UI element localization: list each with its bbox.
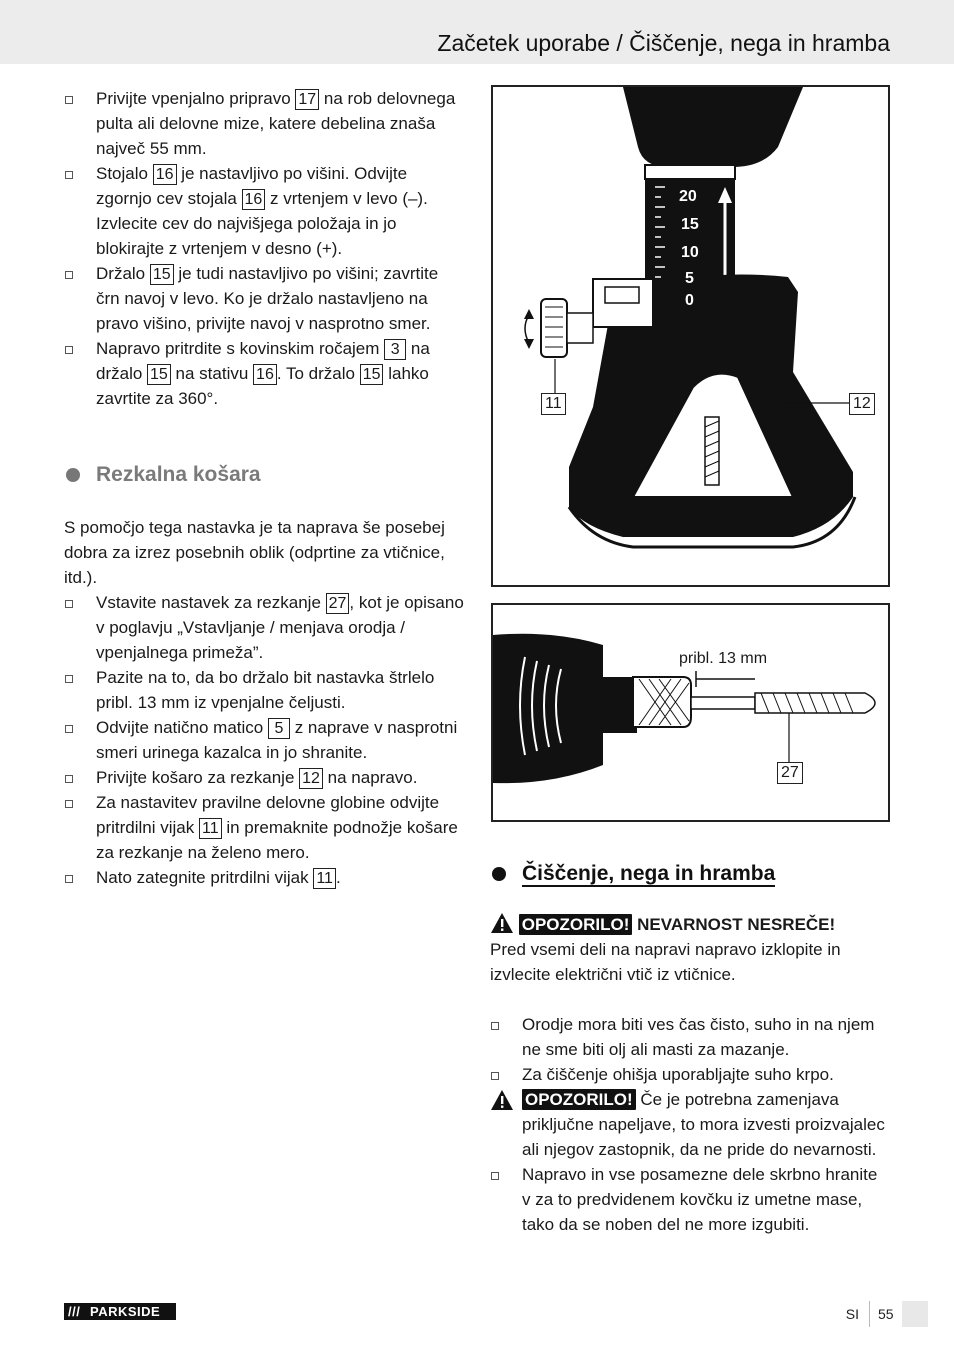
bullet-dot-icon — [492, 867, 506, 881]
part-label-27: 27 — [777, 762, 803, 784]
router-list — [64, 590, 464, 890]
page-number: 55 — [878, 1306, 894, 1322]
depth-scale-0: 0 — [685, 292, 694, 309]
depth-scale-10: 10 — [681, 244, 699, 261]
language-code: SI — [846, 1301, 870, 1327]
care-list — [490, 1012, 890, 1087]
list-item: Privijte košaro za rezkanje 12 na napravo. — [64, 765, 464, 790]
intro-paragraph: S pomočjo tega nastavka je ta naprava še posebej dobra za izrez posebnih oblik (odprtine za vtičnice, itd.). — [64, 518, 445, 587]
dimension-label: pribl. 13 mm — [679, 650, 768, 667]
warning-block — [490, 912, 890, 937]
part-ref: 27 — [326, 593, 350, 614]
part-label-12: 12 — [849, 393, 875, 415]
part-ref: 16 — [242, 189, 266, 210]
part-ref: 17 — [295, 89, 319, 110]
section-heading-router-basket: Rezkalna košara — [64, 461, 464, 489]
list-item: Za čiščenje ohišja uporabljajte suho krpo. — [490, 1062, 890, 1087]
part-label-11: 11 — [541, 393, 566, 415]
list-item: Stojalo 16 je nastavljivo po višini. Odvijte zgornjo cev stojala 16 z vrtenjem v levo (–). Izvlecite cev do najvišjega položaja in jo blokirajte z vrtenjem v desno (+). — [64, 161, 464, 261]
parkside-logo — [64, 1303, 176, 1320]
list-item: Privijte vpenjalno pripravo 17 na rob delovnega pulta ali delovne mize, katere debelina znaša največ 55 mm. — [64, 86, 464, 161]
left-column — [64, 86, 464, 890]
list-item: Napravo pritrdite s kovinskim ročajem 3 na držalo 15 na stativu 16 . To držalo 15 lahko zavrtite za 360°. — [64, 336, 464, 411]
page-footer — [846, 1301, 928, 1327]
list-item: Vstavite nastavek za rezkanje 27 , kot je opisano v poglavju „Vstavljanje / menjava orodja / vpenjalnega primeža”. — [64, 590, 464, 665]
warning-triangle-icon — [490, 912, 514, 934]
logo-text: PARKSIDE — [90, 1304, 161, 1319]
list-item: Orodje mora biti ves čas čisto, suho in na njem ne sme biti olj ali masti za mazanje. — [490, 1012, 890, 1062]
list-item: Nato zategnite pritrdilni vijak 11 . — [64, 865, 464, 890]
right-column — [490, 860, 890, 1237]
depth-scale-5: 5 — [685, 270, 694, 287]
warning-title: NEVARNOST NESREČE! — [637, 915, 836, 934]
router-bit-illustration — [493, 605, 888, 820]
page-tab — [902, 1301, 928, 1327]
logo-slashes: /// — [68, 1304, 81, 1319]
part-ref: 11 — [313, 868, 336, 889]
page-title: Začetek uporabe / Čiščenje, nega in hramba — [437, 30, 890, 56]
bullet-dot-icon — [66, 468, 80, 482]
warning-triangle-icon — [490, 1089, 514, 1111]
part-ref: 15 — [150, 264, 174, 285]
part-ref: 16 — [253, 364, 277, 385]
warning-text: Pred vsemi deli na napravi napravo izklopite in izvlecite električni vtič iz vtičnice. — [490, 940, 841, 984]
part-ref: 3 — [384, 339, 406, 360]
storage-list — [490, 1162, 890, 1237]
depth-scale-15: 15 — [681, 216, 699, 233]
list-item: Napravo in vse posamezne dele skrbno hranite v za to predvidenem kovčku iz umetne mase, tako da se noben del ne more izgubiti. — [490, 1162, 890, 1237]
part-ref: 12 — [299, 768, 323, 789]
part-ref: 15 — [147, 364, 171, 385]
warning-block-2 — [490, 1087, 890, 1162]
warning-text: Če je potrebna zamenjava priključne napeljave, to mora izvesti proizvajalec ali njegov zastopnik, da ne pride do nevarnosti. — [522, 1090, 885, 1159]
list-item: Za nastavitev pravilne delovne globine odvijte pritrdilni vijak 11 in premaknite podnožje košare za rezkanje na želeno mero. — [64, 790, 464, 865]
setup-list — [64, 86, 464, 411]
warning-badge: OPOZORILO! — [522, 1089, 636, 1110]
part-ref: 5 — [268, 718, 290, 739]
router-basket-illustration — [493, 87, 888, 585]
depth-scale-20: 20 — [679, 188, 697, 205]
figure-router-basket — [491, 85, 890, 587]
part-ref: 11 — [199, 818, 222, 839]
list-item: Držalo 15 je tudi nastavljivo po višini; zavrtite črn navoj v levo. Ko je držalo nastavljeno na pravo višino, privijte navoj v nasprotno smer. — [64, 261, 464, 336]
section-heading-cleaning: Čiščenje, nega in hramba — [490, 860, 890, 888]
warning-badge: OPOZORILO! — [519, 914, 633, 935]
figure-router-bit — [491, 603, 890, 822]
part-ref: 15 — [360, 364, 384, 385]
list-item: Pazite na to, da bo držalo bit nastavka štrlelo pribl. 13 mm iz vpenjalne čeljusti. — [64, 665, 464, 715]
page-header — [0, 0, 954, 64]
list-item: Odvijte natično matico 5 z naprave v nasprotni smeri urinega kazalca in jo shranite. — [64, 715, 464, 765]
part-ref: 16 — [153, 164, 177, 185]
